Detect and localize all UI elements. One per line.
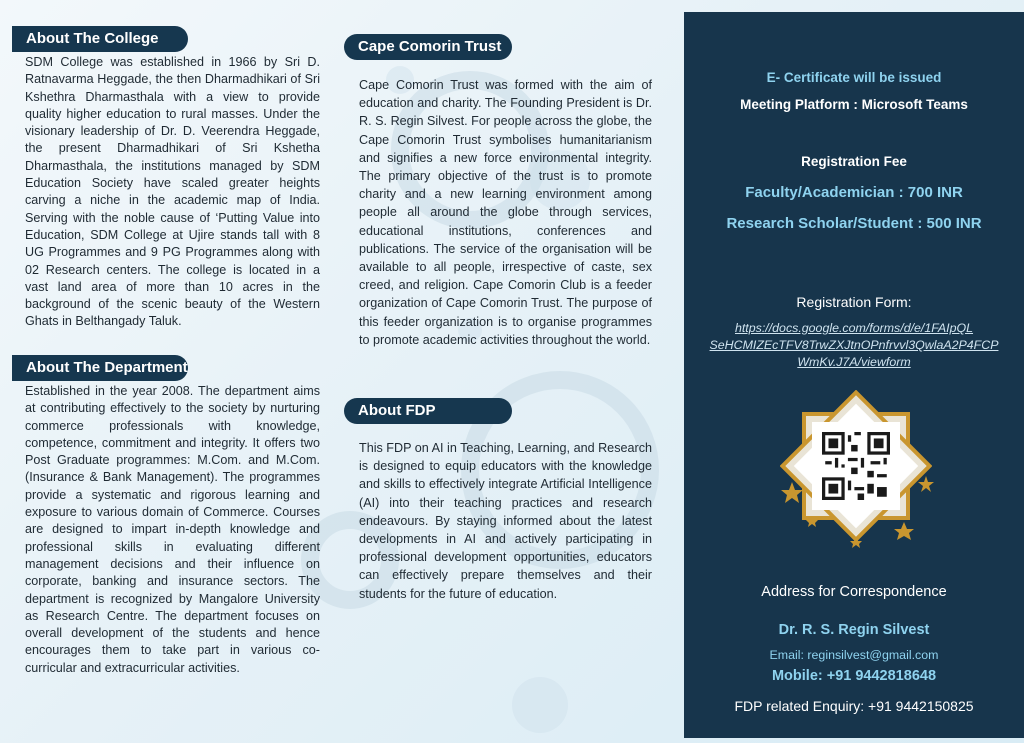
college-heading: About The College [12, 26, 188, 52]
fee-heading: Registration Fee [801, 154, 907, 169]
contact-name: Dr. R. S. Regin Silvest [778, 622, 930, 638]
gold-star-icon [918, 476, 934, 492]
trust-description: Cape Comorin Trust was formed with the aim of education and charity. The Founding President is Dr. R. S. Regin Silvest. For people across the globe, the Cape Comorin Trust symbolises humanitarianism and signifies a new force environmental integrity. The primary objective of the trust is to promote charity and a new learning environment among people all around the globe through services, educational institutions, conferences and publications. The service of the organisation will be available to all people, irrespective of caste, sex creed, and religion. Cape Comorin Club is a feeder organization of Cape Comorin Trust. The purpose of this feeder organization is to organise programmes to promote academic activities throughout the world. [359, 78, 652, 347]
fdp-heading: About FDP [344, 398, 512, 424]
info-panel [684, 12, 1024, 738]
department-description: Established in the year 2008. The department aims at contributing effectively to the society by nurturing commerce professionals with knowledge, competence, commitment and integrity. It offers two Post Graduate programmes: M.Com. and M.Com. (Insurance & Bank Management). The programmes provide a systematic and rigorous learning and exposure to various domain of Commerce. Courses are designed to impart in-depth knowledge and professional skills in evaluating different management decisions and their influence on corporate, banking and insurance sectors. The department is recognized by Mangalore University as Research Centre. The department focuses on overall development of the students and hence encourages them to take part in various co- curricular and extracurricular activities. [25, 384, 320, 675]
gold-star-icon [850, 537, 862, 548]
registration-form-heading: Registration Form: [796, 294, 912, 310]
fdp-description: This FDP on AI in Teaching, Learning, and Research is designed to equip educators with the knowledge and skills to effectively integrate Artificial Intelligence (AI) into their teaching practices and research endeavours. By staying informed about the latest developments in AI and actively participating in professional development opportunities, educators can effectively prepare themselves and their students for the future of education. [359, 441, 652, 601]
fee-faculty: Faculty/Academician : 700 INR [745, 184, 963, 201]
gold-star-icon [806, 516, 818, 527]
registration-form-link-line-3[interactable]: WmKv.J7A/viewform [797, 355, 911, 369]
trust-heading: Cape Comorin Trust [344, 34, 512, 60]
gold-stars-decoration [684, 452, 1024, 642]
department-heading: About The Department [12, 355, 188, 381]
contact-email[interactable]: Email: reginsilvest@gmail.com [769, 648, 939, 662]
college-description: SDM College was established in 1966 by Sri D. Ratnavarma Heggade, the then Dharmadhikari of Sri Kshethra Dharmasthala with a view to provide quality higher education to rural masses. Under the visionary leadership of Dr. D. Veerendra Heggade, the present Dharmadhikari of Sri Kshetha Dharmasthala, the institutions managed by SDM Education Society have scaled greater heights carving a niche in the academic map of India. Serving with the noble cause of ‘Putting Value into Education, SDM College at Ujire stands tall with 8 UG Programmes and 9 PG Programmes along with 02 Research centers. The college is located in a vast land area of more than 10 acres in the background of the scenic beauty of the Western Ghats in Belthangady Taluk. [25, 55, 320, 329]
gold-star-icon [894, 522, 914, 540]
enquiry-phone: FDP related Enquiry: +91 9442150825 [734, 698, 974, 714]
meeting-platform: Meeting Platform : Microsoft Teams [740, 97, 968, 112]
gold-star-icon [781, 482, 803, 503]
certificate-note: E- Certificate will be issued [766, 70, 942, 85]
registration-form-link-line-1[interactable]: https://docs.google.com/forms/d/e/1FAIpQL [734, 321, 974, 335]
contact-mobile: Mobile: +91 9442818648 [771, 668, 937, 684]
fee-scholar: Research Scholar/Student : 500 INR [726, 215, 982, 232]
address-heading: Address for Correspondence [761, 584, 947, 600]
registration-form-link-line-2[interactable]: SeHCMIZEcTFV8TrwZXJtnOPnfrvvl3QwlaA2P4FCP [709, 338, 999, 352]
